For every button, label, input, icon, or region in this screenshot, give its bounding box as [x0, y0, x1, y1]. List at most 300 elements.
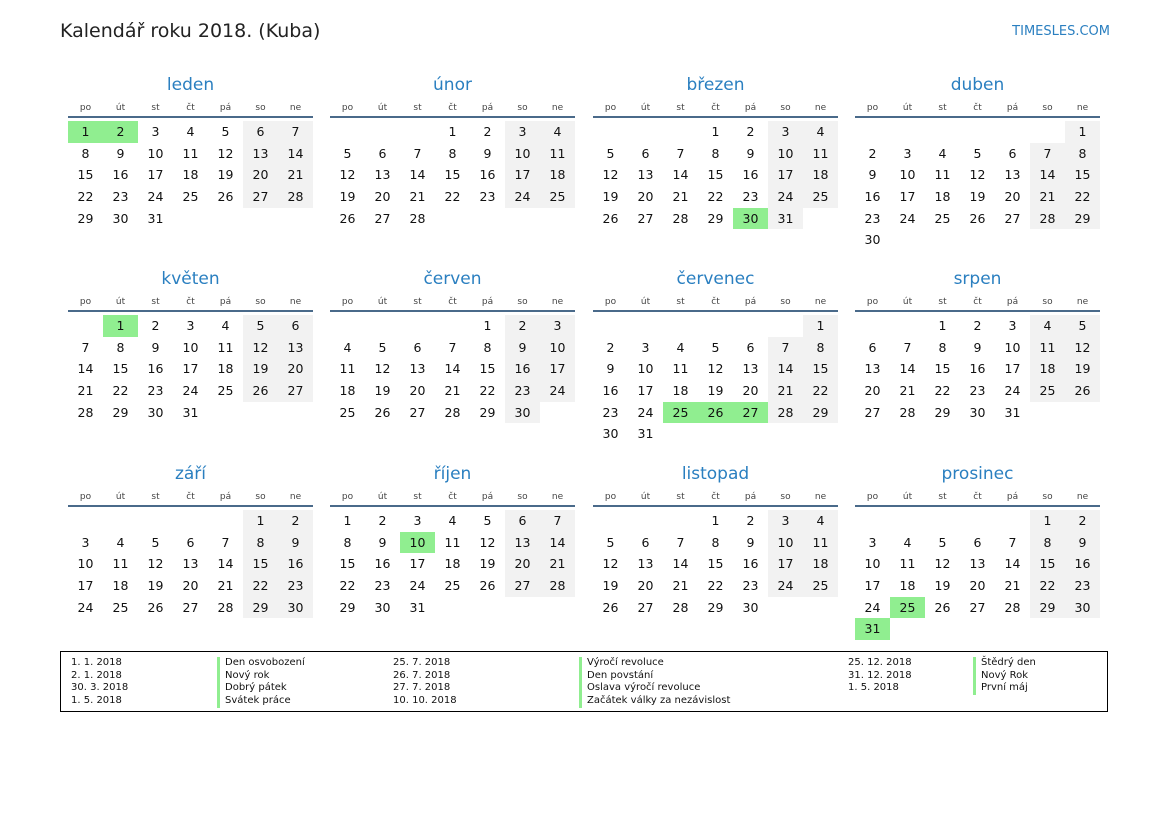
- weekday-header: po: [330, 294, 365, 312]
- day-cell: 21: [1004, 578, 1021, 594]
- day-cell: 25: [182, 189, 199, 205]
- day-cell: 17: [147, 167, 164, 183]
- day-cell: 19: [374, 383, 391, 399]
- day-cell: 11: [803, 532, 838, 554]
- day-cell: 21: [278, 164, 313, 186]
- day-cell: 6: [1008, 145, 1017, 161]
- legend-name-column: [579, 657, 730, 708]
- day-cell: 14: [444, 361, 461, 377]
- legend-date: 1. 5. 2018: [71, 695, 122, 707]
- day-cell: 1: [448, 124, 457, 139]
- day-cell: 23: [742, 189, 759, 205]
- day-cell: 3: [151, 124, 160, 139]
- day-cell: 12: [969, 167, 986, 183]
- day-cell: 25: [540, 186, 575, 208]
- empty-cell: [365, 315, 400, 337]
- day-cell: 28: [409, 210, 426, 226]
- day-cell: 28: [672, 599, 689, 615]
- day-cell: 9: [278, 532, 313, 554]
- weekday-header: pá: [470, 489, 505, 507]
- day-cell: 15: [1030, 553, 1065, 575]
- day-cell: 31: [768, 208, 803, 230]
- day-cell: 13: [505, 532, 540, 554]
- weekday-header: út: [365, 489, 400, 507]
- day-cell: 17: [768, 553, 803, 575]
- weekday-header: st: [138, 294, 173, 312]
- day-cell: 12: [707, 361, 724, 377]
- weekday-header: st: [400, 100, 435, 118]
- weekday-header: so: [505, 100, 540, 118]
- weekday-header: út: [103, 294, 138, 312]
- month-block: [68, 462, 313, 618]
- day-cell: 17: [182, 361, 199, 377]
- day-cell: 25: [803, 575, 838, 597]
- weekday-header: ne: [1065, 100, 1100, 118]
- empty-cell: [890, 315, 925, 337]
- empty-cell: [365, 121, 400, 143]
- day-cell: 22: [77, 189, 94, 205]
- legend-holiday-name: Nový Rok: [973, 670, 1036, 683]
- day-cell: 2: [151, 318, 160, 333]
- day-cell: 22: [112, 383, 129, 399]
- day-cell: 6: [243, 121, 278, 143]
- day-cell: 5: [1065, 315, 1100, 337]
- weekday-header: so: [768, 100, 803, 118]
- empty-cell: [593, 315, 628, 337]
- weekday-header: st: [138, 100, 173, 118]
- day-cell: 16: [479, 167, 496, 183]
- day-cell: 11: [339, 361, 356, 377]
- empty-cell: [173, 510, 208, 532]
- day-cell: 14: [1030, 164, 1065, 186]
- weekday-header: čt: [173, 489, 208, 507]
- day-cell: 18: [339, 383, 356, 399]
- legend-date-column: [71, 657, 128, 708]
- day-cell: 30: [864, 232, 881, 248]
- day-cell: 6: [278, 315, 313, 337]
- day-cell: 28: [540, 575, 575, 597]
- weekday-header: st: [400, 489, 435, 507]
- day-cell: 11: [803, 143, 838, 165]
- day-cell: 23: [1065, 575, 1100, 597]
- day-cell: 25: [217, 383, 234, 399]
- day-cell: 29: [707, 210, 724, 226]
- day-cell: 18: [540, 164, 575, 186]
- day-cell: 26: [969, 210, 986, 226]
- day-cell: 25: [803, 186, 838, 208]
- day-cell: 7: [278, 121, 313, 143]
- day-cell: 27: [243, 186, 278, 208]
- day-cell: 3: [868, 534, 877, 550]
- day-cell: 3: [768, 121, 803, 143]
- day-cell: 10: [637, 361, 654, 377]
- day-cell: 24: [540, 380, 575, 402]
- day-cell: 3: [540, 315, 575, 337]
- weekday-header: út: [628, 489, 663, 507]
- day-cell: 28: [768, 402, 803, 424]
- day-cell: 1: [1030, 510, 1065, 532]
- empty-cell: [593, 121, 628, 143]
- weekday-header: so: [243, 294, 278, 312]
- weekday-header: út: [890, 100, 925, 118]
- day-cell: 21: [672, 189, 689, 205]
- day-cell: 8: [1030, 532, 1065, 554]
- weekday-header: so: [1030, 100, 1065, 118]
- day-cell: 19: [934, 578, 951, 594]
- day-cell: 27: [969, 599, 986, 615]
- empty-cell: [960, 121, 995, 143]
- day-cell: 1: [343, 513, 352, 528]
- weekday-header: út: [103, 100, 138, 118]
- day-cell: 2: [278, 510, 313, 532]
- day-cell: 14: [217, 556, 234, 572]
- day-cell: 15: [444, 167, 461, 183]
- empty-cell: [628, 510, 663, 532]
- day-cell: 10: [768, 532, 803, 554]
- day-cell: 30: [147, 404, 164, 420]
- day-cell: 5: [606, 534, 615, 550]
- day-cell: 21: [409, 189, 426, 205]
- empty-cell: [663, 315, 698, 337]
- day-cell: 26: [602, 599, 619, 615]
- month-name: srpen: [953, 269, 1002, 289]
- legend-date-column: [848, 657, 912, 695]
- day-cell: 13: [409, 361, 426, 377]
- weekday-header: čt: [960, 294, 995, 312]
- day-cell: 26: [1065, 380, 1100, 402]
- day-cell: 6: [641, 145, 650, 161]
- day-cell: 14: [672, 167, 689, 183]
- day-cell: 8: [1065, 143, 1100, 165]
- day-cell: 18: [803, 553, 838, 575]
- day-cell: 27: [374, 210, 391, 226]
- day-cell: 28: [278, 186, 313, 208]
- day-cell: 24: [409, 578, 426, 594]
- weekday-header: út: [365, 100, 400, 118]
- legend-holiday-name: Dobrý pátek: [217, 682, 305, 695]
- holiday-day-cell: 27: [733, 402, 768, 424]
- day-cell: 4: [803, 121, 838, 143]
- day-cell: 23: [278, 575, 313, 597]
- day-cell: 3: [768, 510, 803, 532]
- day-cell: 2: [868, 145, 877, 161]
- weekday-header: út: [628, 294, 663, 312]
- day-cell: 7: [1030, 143, 1065, 165]
- legend-date-column: [393, 657, 457, 708]
- day-cell: 28: [444, 404, 461, 420]
- day-cell: 9: [116, 145, 125, 161]
- day-cell: 23: [864, 210, 881, 226]
- day-cell: 10: [182, 339, 199, 355]
- weekday-header: st: [138, 489, 173, 507]
- day-cell: 12: [147, 556, 164, 572]
- day-cell: 5: [938, 534, 947, 550]
- weekday-header: st: [925, 294, 960, 312]
- day-cell: 4: [903, 534, 912, 550]
- month-grid: [68, 100, 313, 229]
- day-cell: 29: [1030, 597, 1065, 619]
- month-grid: [855, 294, 1100, 423]
- legend-holiday-name: Nový rok: [217, 670, 305, 683]
- day-cell: 21: [217, 578, 234, 594]
- weekday-header: čt: [173, 294, 208, 312]
- legend-holiday-name: Štědrý den: [973, 657, 1036, 670]
- month-grid: [68, 294, 313, 423]
- day-cell: 6: [505, 510, 540, 532]
- day-cell: 11: [112, 556, 129, 572]
- holiday-day-cell: 30: [733, 208, 768, 230]
- month-grid: [330, 489, 575, 618]
- holiday-day-cell: 1: [103, 315, 138, 337]
- day-cell: 17: [409, 556, 426, 572]
- day-cell: 3: [641, 339, 650, 355]
- weekday-header: ne: [803, 100, 838, 118]
- day-cell: 7: [81, 339, 90, 355]
- month-name: leden: [166, 75, 215, 95]
- day-cell: 1: [711, 124, 720, 139]
- day-cell: 21: [540, 553, 575, 575]
- day-cell: 17: [864, 578, 881, 594]
- day-cell: 19: [479, 556, 496, 572]
- empty-cell: [628, 315, 663, 337]
- day-cell: 27: [1004, 210, 1021, 226]
- month-name: listopad: [681, 464, 750, 484]
- month-block: [68, 73, 313, 229]
- site-link[interactable]: TIMESLES.COM: [1012, 24, 1110, 39]
- day-cell: 14: [899, 361, 916, 377]
- month-block: [593, 267, 838, 445]
- weekday-header: ne: [1065, 489, 1100, 507]
- day-cell: 11: [182, 145, 199, 161]
- day-cell: 25: [1030, 380, 1065, 402]
- empty-cell: [68, 510, 103, 532]
- day-cell: 4: [343, 339, 352, 355]
- day-cell: 7: [221, 534, 230, 550]
- legend-holiday-name: Den osvobození: [217, 657, 305, 670]
- day-cell: 5: [711, 339, 720, 355]
- weekday-header: ne: [1065, 294, 1100, 312]
- empty-cell: [435, 315, 470, 337]
- day-cell: 10: [147, 145, 164, 161]
- weekday-header: po: [593, 489, 628, 507]
- day-cell: 4: [803, 510, 838, 532]
- day-cell: 23: [505, 380, 540, 402]
- day-cell: 13: [1004, 167, 1021, 183]
- day-cell: 23: [147, 383, 164, 399]
- empty-cell: [1030, 121, 1065, 143]
- empty-cell: [208, 510, 243, 532]
- day-cell: 14: [77, 361, 94, 377]
- day-cell: 2: [746, 513, 755, 528]
- weekday-header: čt: [960, 489, 995, 507]
- weekday-header: čt: [435, 100, 470, 118]
- day-cell: 16: [147, 361, 164, 377]
- weekday-header: po: [330, 489, 365, 507]
- day-cell: 31: [409, 599, 426, 615]
- day-cell: 22: [803, 380, 838, 402]
- legend-holiday-name: Oslava výročí revoluce: [579, 682, 730, 695]
- day-cell: 18: [112, 578, 129, 594]
- day-cell: 10: [77, 556, 94, 572]
- weekday-header: čt: [435, 294, 470, 312]
- empty-cell: [628, 121, 663, 143]
- empty-cell: [925, 510, 960, 532]
- weekday-header: po: [855, 489, 890, 507]
- month-block: [855, 462, 1100, 640]
- day-cell: 19: [1065, 358, 1100, 380]
- holiday-day-cell: 26: [698, 402, 733, 424]
- month-name: září: [174, 464, 207, 484]
- empty-cell: [890, 510, 925, 532]
- day-cell: 7: [676, 145, 685, 161]
- empty-cell: [925, 121, 960, 143]
- day-cell: 26: [479, 578, 496, 594]
- day-cell: 14: [768, 358, 803, 380]
- day-cell: 14: [540, 532, 575, 554]
- day-cell: 24: [182, 383, 199, 399]
- day-cell: 12: [602, 167, 619, 183]
- day-cell: 7: [540, 510, 575, 532]
- weekday-header: pá: [995, 100, 1030, 118]
- legend-holiday-name: Svátek práce: [217, 695, 305, 708]
- day-cell: 14: [409, 167, 426, 183]
- weekday-header: po: [68, 489, 103, 507]
- day-cell: 11: [444, 534, 461, 550]
- legend-date: 26. 7. 2018: [393, 669, 451, 681]
- day-cell: 11: [1030, 337, 1065, 359]
- day-cell: 13: [969, 556, 986, 572]
- day-cell: 9: [746, 145, 755, 161]
- day-cell: 11: [540, 143, 575, 165]
- day-cell: 16: [969, 361, 986, 377]
- day-cell: 13: [374, 167, 391, 183]
- weekday-header: st: [925, 100, 960, 118]
- day-cell: 11: [672, 361, 689, 377]
- month-block: [593, 73, 838, 229]
- day-cell: 3: [186, 318, 195, 333]
- day-cell: 25: [112, 599, 129, 615]
- day-cell: 15: [707, 556, 724, 572]
- day-cell: 2: [483, 124, 492, 139]
- day-cell: 17: [540, 358, 575, 380]
- day-cell: 5: [973, 145, 982, 161]
- day-cell: 15: [77, 167, 94, 183]
- day-cell: 20: [969, 578, 986, 594]
- day-cell: 18: [803, 164, 838, 186]
- day-cell: 8: [711, 534, 720, 550]
- day-cell: 27: [505, 575, 540, 597]
- day-cell: 16: [374, 556, 391, 572]
- day-cell: 26: [147, 599, 164, 615]
- day-cell: 12: [374, 361, 391, 377]
- day-cell: 20: [278, 358, 313, 380]
- day-cell: 22: [707, 189, 724, 205]
- day-cell: 19: [707, 383, 724, 399]
- day-cell: 30: [112, 210, 129, 226]
- empty-cell: [733, 315, 768, 337]
- weekday-header: ne: [803, 489, 838, 507]
- day-cell: 8: [116, 339, 125, 355]
- month-grid: [593, 489, 838, 618]
- day-cell: 2: [606, 339, 615, 355]
- weekday-header: po: [855, 100, 890, 118]
- empty-cell: [768, 315, 803, 337]
- holiday-day-cell: 25: [663, 402, 698, 424]
- day-cell: 30: [602, 426, 619, 442]
- day-cell: 13: [278, 337, 313, 359]
- day-cell: 16: [742, 556, 759, 572]
- day-cell: 18: [934, 189, 951, 205]
- day-cell: 10: [864, 556, 881, 572]
- day-cell: 21: [77, 383, 94, 399]
- legend-date: 30. 3. 2018: [71, 682, 129, 694]
- day-cell: 17: [1004, 361, 1021, 377]
- legend-date: 2. 1. 2018: [71, 669, 122, 681]
- day-cell: 17: [768, 164, 803, 186]
- day-cell: 1: [711, 513, 720, 528]
- legend-holiday-name: Začátek války za nezávislost: [579, 695, 730, 708]
- day-cell: 4: [221, 318, 230, 333]
- day-cell: 9: [746, 534, 755, 550]
- day-cell: 14: [278, 143, 313, 165]
- day-cell: 15: [803, 358, 838, 380]
- day-cell: 21: [899, 383, 916, 399]
- holiday-day-cell: 2: [103, 121, 138, 143]
- day-cell: 27: [637, 210, 654, 226]
- month-block: [855, 73, 1100, 251]
- day-cell: 19: [969, 189, 986, 205]
- day-cell: 11: [217, 339, 234, 355]
- day-cell: 12: [217, 145, 234, 161]
- weekday-header: čt: [698, 489, 733, 507]
- day-cell: 27: [409, 404, 426, 420]
- day-cell: 22: [339, 578, 356, 594]
- day-cell: 28: [217, 599, 234, 615]
- day-cell: 18: [899, 578, 916, 594]
- day-cell: 6: [413, 339, 422, 355]
- day-cell: 6: [973, 534, 982, 550]
- day-cell: 19: [243, 358, 278, 380]
- day-cell: 22: [934, 383, 951, 399]
- weekday-header: ne: [803, 294, 838, 312]
- day-cell: 29: [77, 210, 94, 226]
- day-cell: 4: [1030, 315, 1065, 337]
- day-cell: 13: [864, 361, 881, 377]
- month-name: březen: [686, 75, 745, 95]
- legend-date: 31. 12. 2018: [848, 669, 912, 681]
- day-cell: 8: [343, 534, 352, 550]
- weekday-header: pá: [208, 489, 243, 507]
- weekday-header: pá: [995, 294, 1030, 312]
- day-cell: 24: [768, 186, 803, 208]
- day-cell: 24: [147, 189, 164, 205]
- day-cell: 15: [479, 361, 496, 377]
- day-cell: 24: [1004, 383, 1021, 399]
- day-cell: 20: [243, 164, 278, 186]
- day-cell: 16: [602, 383, 619, 399]
- day-cell: 4: [676, 339, 685, 355]
- day-cell: 27: [637, 599, 654, 615]
- weekday-header: so: [505, 294, 540, 312]
- day-cell: 12: [602, 556, 619, 572]
- weekday-header: so: [768, 489, 803, 507]
- day-cell: 29: [803, 402, 838, 424]
- weekday-header: pá: [995, 489, 1030, 507]
- day-cell: 29: [339, 599, 356, 615]
- weekday-header: st: [663, 100, 698, 118]
- weekday-header: pá: [470, 294, 505, 312]
- holiday-day-cell: 10: [400, 532, 435, 554]
